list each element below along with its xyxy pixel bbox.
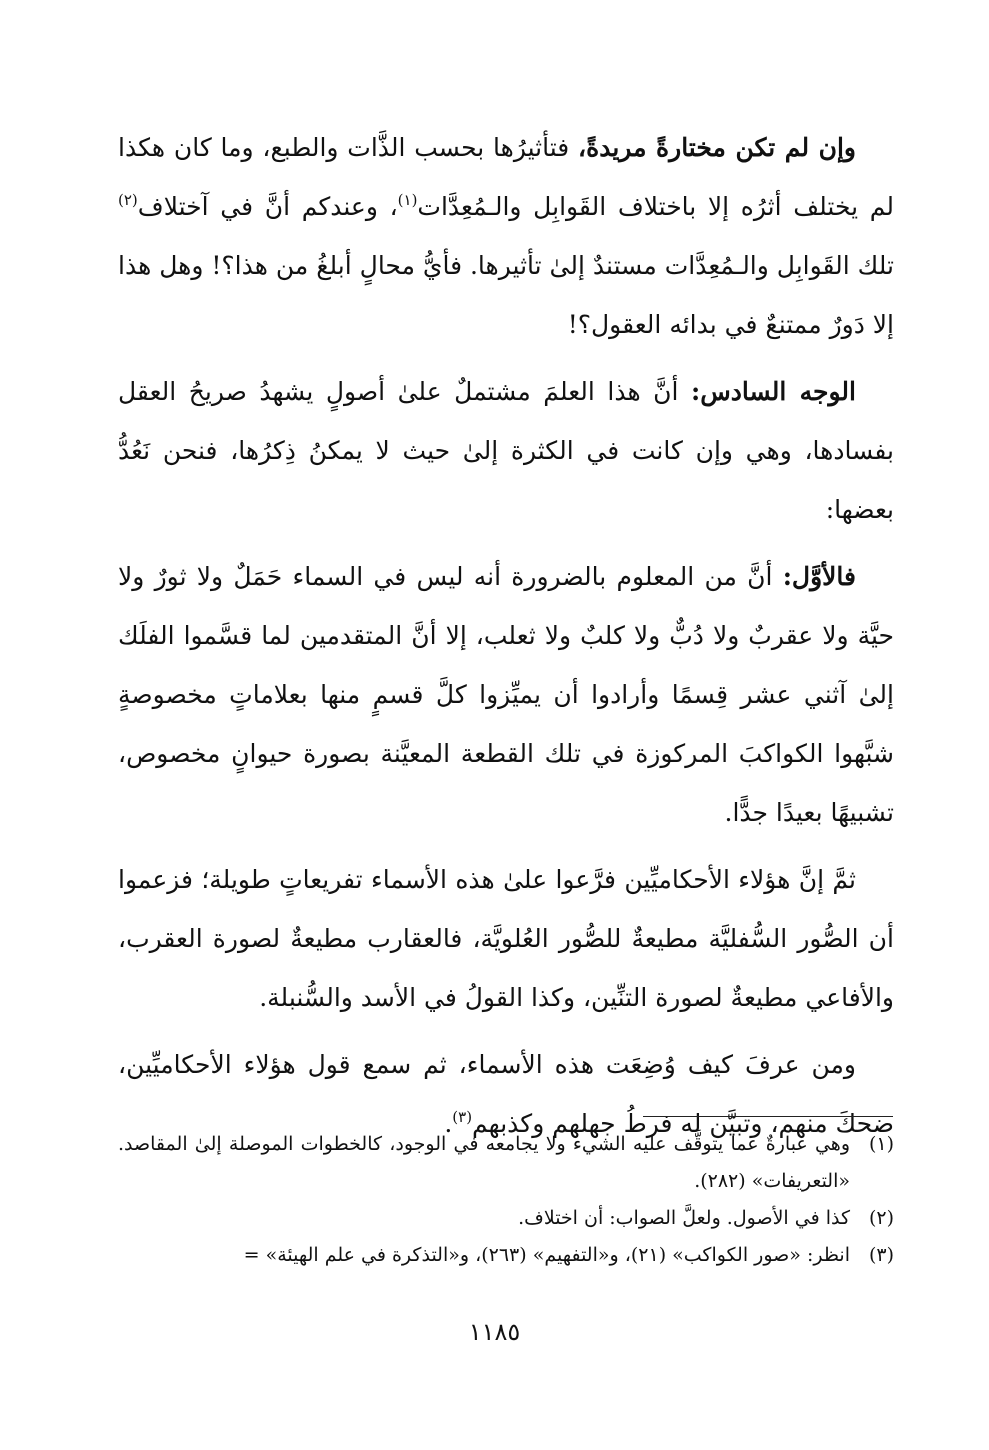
- paragraph-text: ومن عرفَ كيف وُضِعَت هذه الأسماء، ثم سمع قول هؤلاء الأحكاميِّين، ضحكَ منهم، وتبيَّن له فرطُ جهلهم وكذبهم: [118, 1050, 894, 1138]
- paragraph-4: [118, 850, 894, 1027]
- paragraph-text: تلك القَوابِل والـمُعِدَّات مستندٌ إلىٰ تأثيرها. فأيُّ محالٍ أبلغُ من هذا؟! وهل هذا إلا دَورٌ ممتنعٌ في بدائه العقول؟!: [118, 251, 894, 339]
- paragraph-1: [118, 118, 894, 354]
- paragraph-text: أنَّ هذا العلمَ مشتملٌ علىٰ أصولٍ يشهدُ صريحُ العقل بفسادها، وهي وإن كانت في الكثرة إلىٰ حيث لا يمكنُ ذِكرُها، فنحن نَعُدُّ بعضها:: [118, 377, 894, 524]
- footnote-ref[interactable]: (١): [397, 191, 418, 209]
- paragraph-lead: وإن لم تكن مختارةً مريدةً،: [578, 133, 856, 162]
- page-number: ١١٨٥: [468, 1318, 521, 1346]
- footnote-divider: [643, 1116, 893, 1117]
- footnote-1: [118, 1126, 894, 1200]
- footnote-ref[interactable]: (٢): [118, 191, 138, 209]
- footnote-number: (٣): [868, 1244, 894, 1266]
- footnotes: [118, 1126, 894, 1274]
- footnote-3: [118, 1237, 894, 1274]
- footnote-ref[interactable]: (٣): [452, 1108, 473, 1126]
- paragraph-text: فتأثيرُها بحسب الذَّات والطبع، وما كان هكذا لم يختلف أثرُه إلا باختلاف القَوابِل والـمُعِدَّات: [118, 133, 894, 221]
- paragraph-lead: فالأوَّل:: [782, 562, 856, 591]
- footnote-text: انظر: «صور الكواكب» (٢١)، و«التفهيم» (٢٦٣)، و«التذكرة في علم الهيئة» =: [243, 1244, 850, 1266]
- footnote-number: (٢): [868, 1207, 894, 1229]
- paragraph-lead: الوجه السادس:: [691, 377, 856, 406]
- paragraph-text: .: [444, 1109, 453, 1138]
- paragraph-text: ثمَّ إنَّ هؤلاء الأحكاميِّين فرَّعوا علىٰ هذه الأسماء تفريعاتٍ طويلة؛ فزعموا أن الصُّور السُّفليَّة مطيعةٌ للصُّور العُلويَّة، فالعقارب مطيعةٌ لصورة العقرب، والأفاعي مطيعةٌ لصورة التنِّين، وكذا القولُ في الأسد والسُّنبلة.: [118, 865, 894, 1012]
- footnote-text: وهي عبارةٌ عما يتوقَّف عليه الشيء ولا يجامعه في الوجود، كالخطوات الموصلة إلىٰ المقاصد. «التعريفات» (٢٨٢).: [118, 1133, 850, 1192]
- paragraph-text: أنَّ من المعلوم بالضرورة أنه ليس في السماء حَمَلٌ ولا ثورٌ ولا حيَّة ولا عقربٌ ولا دُبٌّ ولا كلبٌ ولا ثعلب، إلا أنَّ المتقدمين لما قسَّموا الفلَك إلىٰ آثني عشر قِسمًا وأرادوا أن يميِّزوا كلَّ قسمٍ منها بعلاماتٍ مخصوصةٍ شبَّهوا الكواكبَ المركوزة في تلك القطعة المعيَّنة بصورة حيوانٍ مخصوص، تشبيهًا بعيدًا جدًّا.: [118, 562, 894, 827]
- main-text: [118, 118, 894, 1161]
- paragraph-2: [118, 362, 894, 539]
- paragraph-text: ، وعندكم أنَّ في آختلاف: [137, 192, 398, 221]
- footnote-number: (١): [868, 1133, 894, 1155]
- paragraph-3: [118, 547, 894, 842]
- footnote-2: [118, 1200, 894, 1237]
- footnote-text: كذا في الأصول. ولعلَّ الصواب: أن اختلاف.: [518, 1207, 850, 1229]
